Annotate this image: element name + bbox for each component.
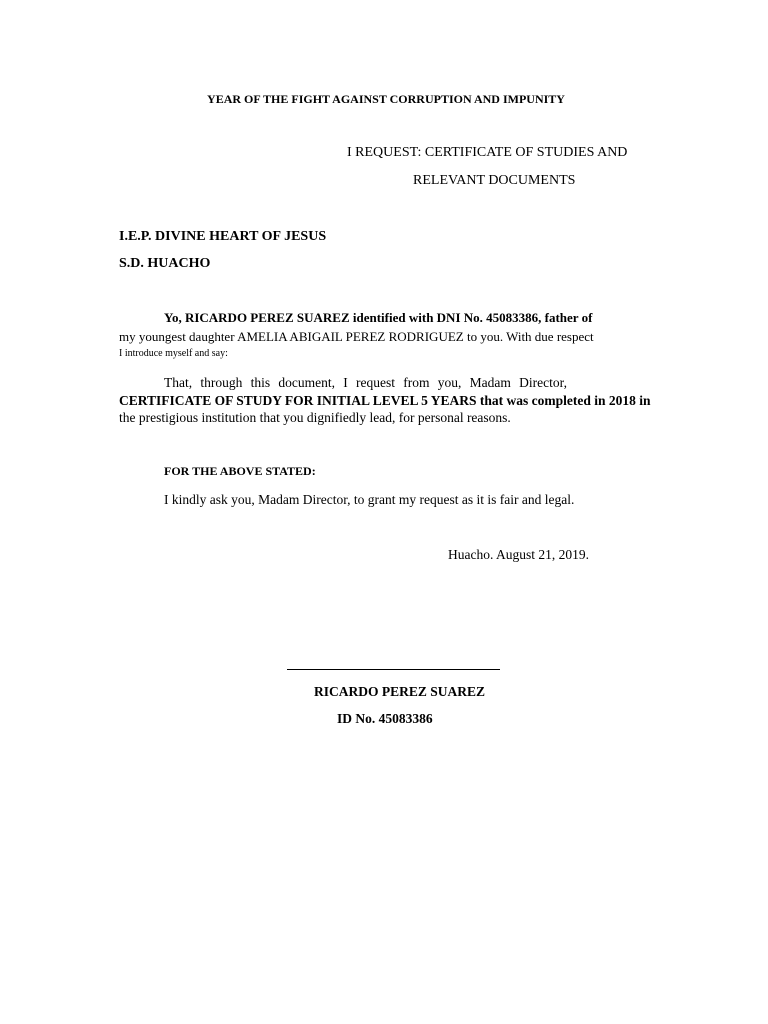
document-date: Huacho. August 21, 2019. (448, 547, 589, 562)
intro-line-1: Yo, RICARDO PEREZ SUAREZ identified with DNI No. 45083386, father of (164, 310, 593, 325)
request-subject-line-1: I REQUEST: CERTIFICATE OF STUDIES AND (347, 145, 628, 160)
body-line-1: That, through this document, I request from you, Madam Director, (164, 375, 567, 390)
closing-heading: FOR THE ABOVE STATED: (164, 464, 316, 478)
request-subject-line-2: RELEVANT DOCUMENTS (413, 173, 576, 188)
recipient-institution: I.E.P. DIVINE HEART OF JESUS (119, 229, 327, 244)
signatory-id: ID No. 45083386 (337, 711, 433, 726)
signatory-name: RICARDO PEREZ SUAREZ (314, 684, 486, 699)
intro-line-2: my youngest daughter AMELIA ABIGAIL PEREZ RODRIGUEZ to you. With due respect (119, 329, 594, 344)
recipient-district: S.D. HUACHO (119, 256, 211, 271)
document-title: YEAR OF THE FIGHT AGAINST CORRUPTION AND IMPUNITY (207, 92, 565, 106)
closing-text: I kindly ask you, Madam Director, to grant my request as it is fair and legal. (164, 492, 575, 507)
body-line-2: CERTIFICATE OF STUDY FOR INITIAL LEVEL 5 YEARS that was completed in 2018 in (119, 393, 651, 408)
body-line-3: the prestigious institution that you dignifiedly lead, for personal reasons. (119, 410, 511, 425)
signature-line (287, 669, 500, 670)
intro-line-3: I introduce myself and say: (119, 348, 228, 359)
